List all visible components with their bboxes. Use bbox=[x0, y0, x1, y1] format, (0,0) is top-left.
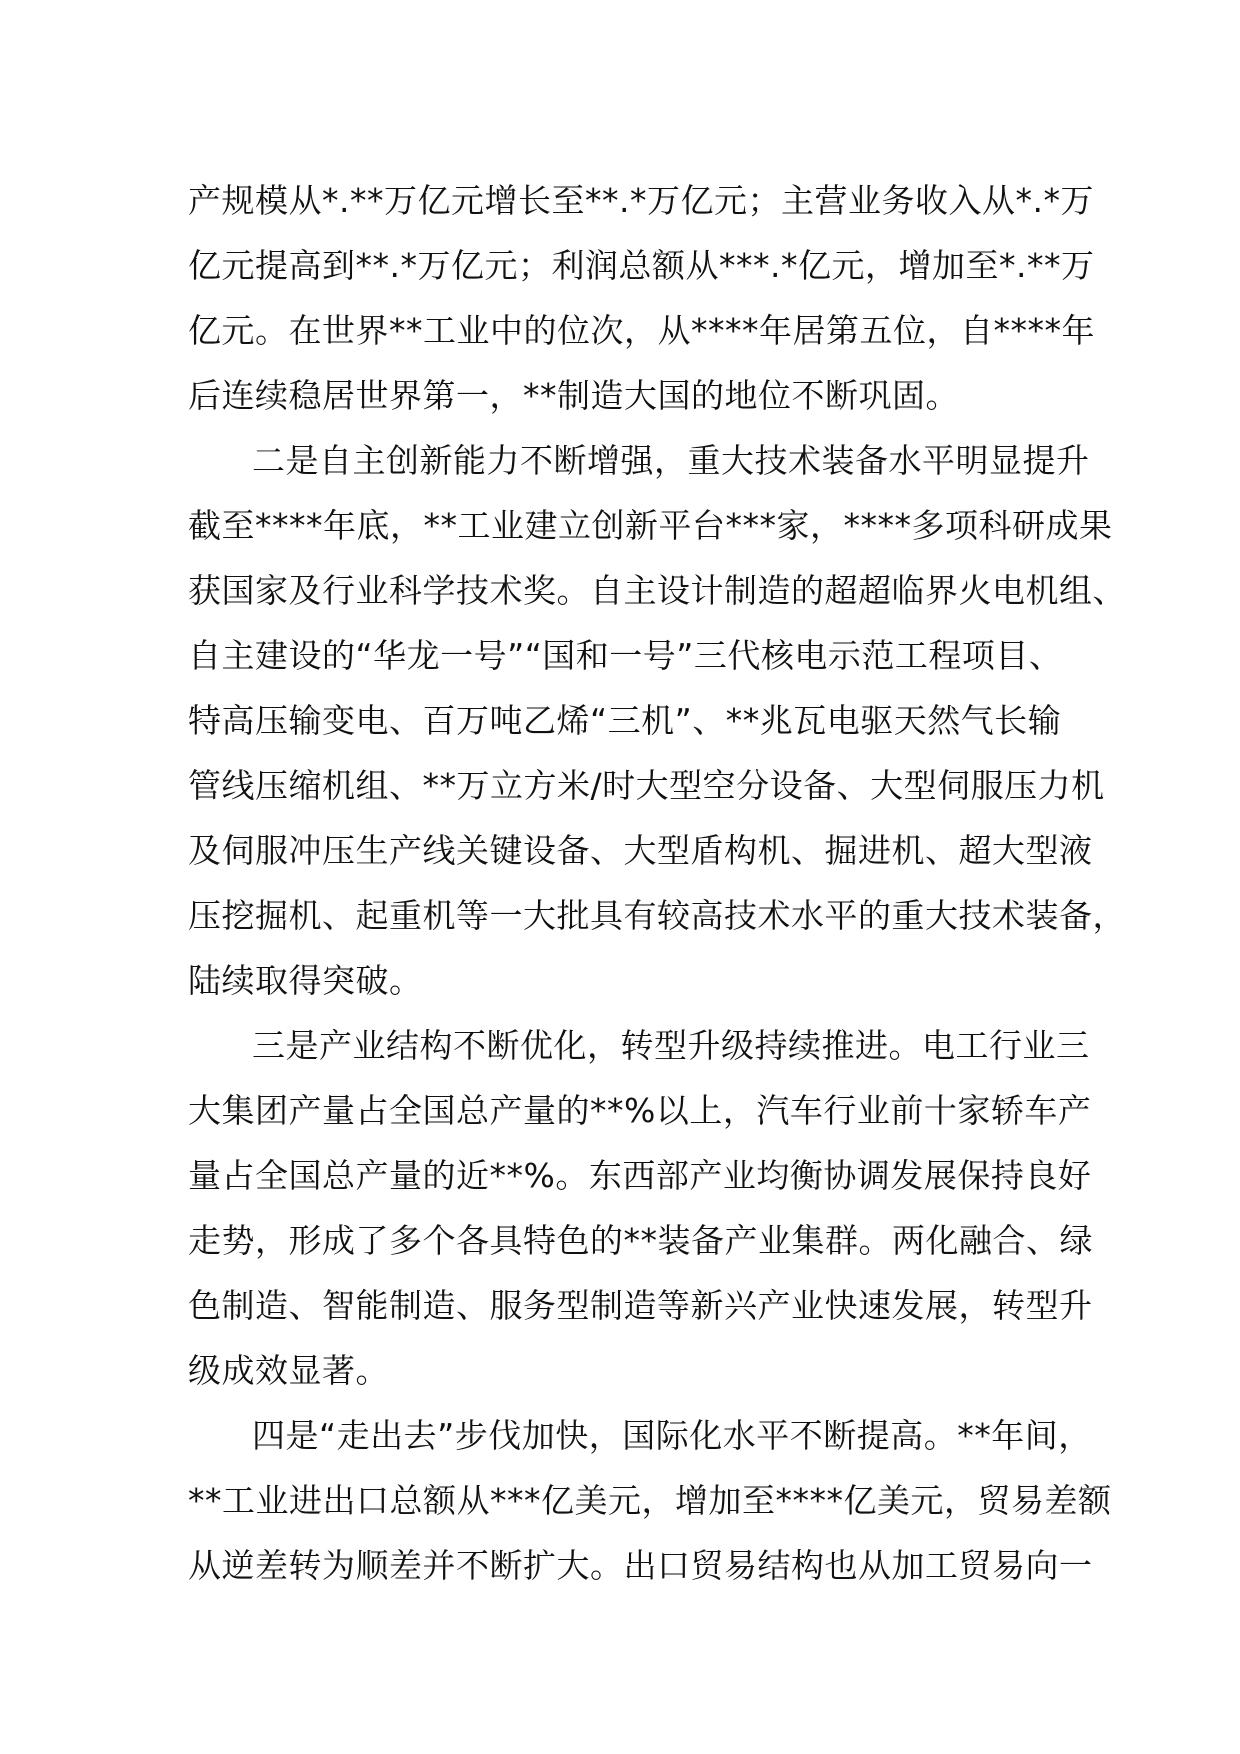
text-line: **工业进出口总额从***亿美元，增加至****亿美元，贸易差额 bbox=[188, 1481, 1112, 1520]
text-line: 截至****年底，**工业建立创新平台***家，****多项科研成果 bbox=[188, 506, 1113, 545]
text-line: 陆续取得突破。 bbox=[188, 961, 423, 1000]
text-line: 管线压缩机组、**万立方米/时大型空分设备、大型伺服压力机 bbox=[188, 766, 1105, 805]
text-line: 自主建设的“华龙一号”“国和一号”三代核电示范工程项目、 bbox=[188, 636, 1063, 675]
text-line: 压挖掘机、起重机等一大批具有较高技术水平的重大技术装备， bbox=[188, 896, 1126, 935]
text-line: 从逆差转为顺差并不断扩大。出口贸易结构也从加工贸易向一 bbox=[188, 1546, 1093, 1585]
text-line: 产规模从*.**万亿元增长至**.*万亿元；主营业务收入从*.*万 bbox=[188, 181, 1094, 220]
paragraph-start-line: 三是产业结构不断优化，转型升级持续推进。电工行业三 bbox=[252, 1026, 1090, 1065]
text-line: 亿元提高到**.*万亿元；利润总额从***.*亿元，增加至*.**万 bbox=[188, 246, 1095, 285]
body-text bbox=[188, 168, 1126, 1598]
text-line: 及伺服冲压生产线关键设备、大型盾构机、掘进机、超大型液 bbox=[188, 831, 1093, 870]
text-line: 走势，形成了多个各具特色的**装备产业集群。两化融合、绿 bbox=[188, 1221, 1093, 1260]
text-line: 后连续稳居世界第一，**制造大国的地位不断巩固。 bbox=[188, 376, 959, 415]
text-line: 大集团产量占全国总产量的**%以上，汽车行业前十家轿车产 bbox=[188, 1091, 1092, 1130]
paragraph-start-line: 四是“走出去”步伐加快，国际化水平不断提高。**年间， bbox=[252, 1416, 1092, 1455]
text-line: 级成效显著。 bbox=[188, 1351, 389, 1390]
text-line: 量占全国总产量的近**%。东西部产业均衡协调发展保持良好 bbox=[188, 1156, 1092, 1195]
text-line: 特高压输变电、百万吨乙烯“三机”、**兆瓦电驱天然气长输 bbox=[188, 701, 1062, 740]
text-line: 获国家及行业科学技术奖。自主设计制造的超超临界火电机组、 bbox=[188, 571, 1126, 610]
text-line: 亿元。在世界**工业中的位次，从****年居第五位，自****年 bbox=[188, 311, 1095, 350]
text-line: 色制造、智能制造、服务型制造等新兴产业快速发展，转型升 bbox=[188, 1286, 1093, 1325]
paragraph-start-line: 二是自主创新能力不断增强，重大技术装备水平明显提升 bbox=[252, 441, 1090, 480]
